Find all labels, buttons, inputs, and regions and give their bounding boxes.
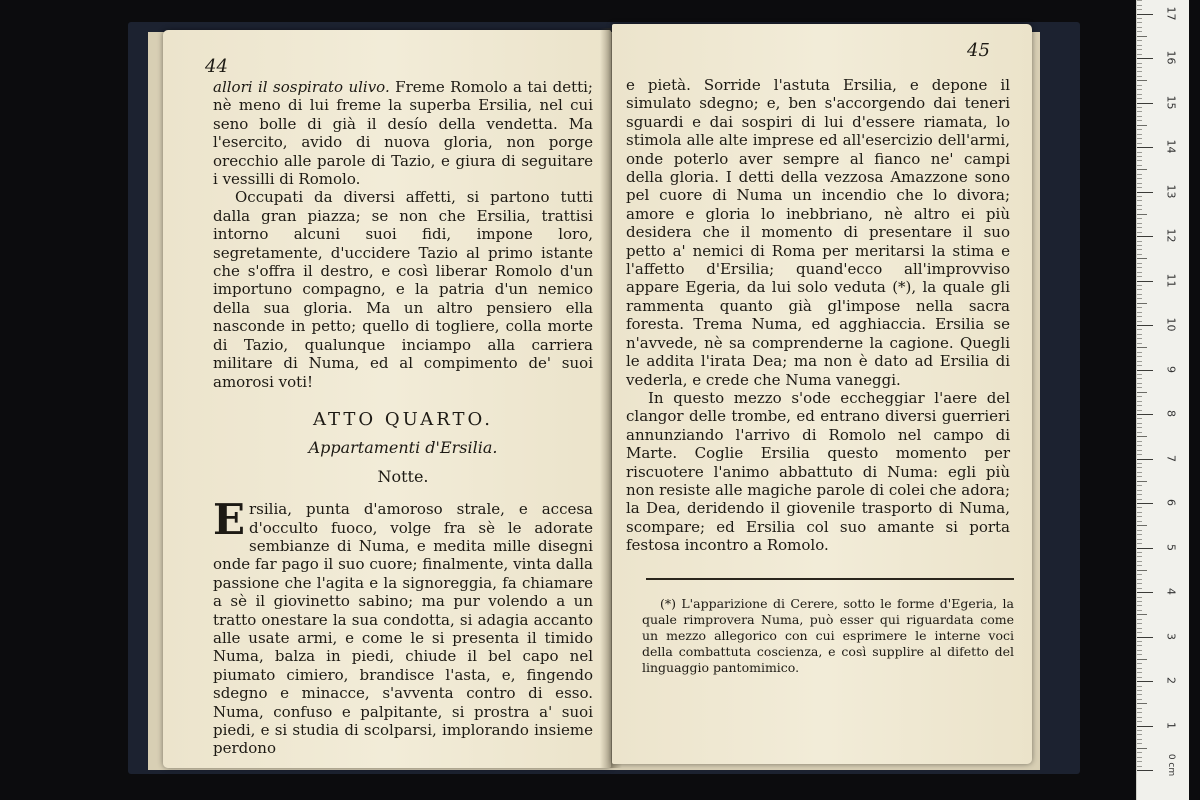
ruler-tick (1137, 254, 1142, 255)
ruler-tick (1137, 365, 1142, 366)
ruler-tick (1137, 396, 1142, 397)
ruler-tick (1137, 312, 1142, 313)
ruler-tick (1137, 152, 1142, 153)
ruler-tick (1137, 650, 1142, 651)
ruler-tick (1137, 628, 1142, 629)
ruler-tick (1137, 263, 1142, 264)
ruler-tick (1137, 294, 1142, 295)
ruler-label: 17 (1164, 6, 1178, 20)
ruler-label: 7 (1164, 454, 1178, 462)
ruler-tick (1137, 672, 1142, 673)
ruler-tick (1137, 708, 1142, 709)
ruler-label: 10 (1164, 317, 1178, 332)
ruler-label: 6 (1164, 499, 1178, 506)
ruler-label: 16 (1164, 50, 1178, 65)
ruler-tick (1137, 757, 1142, 758)
ruler-tick (1137, 579, 1142, 580)
ruler-label: 1 (1164, 721, 1178, 729)
ruler-tick (1137, 712, 1142, 713)
ruler-tick (1137, 432, 1142, 433)
ruler-tick (1137, 401, 1142, 402)
ruler-tick (1137, 103, 1153, 104)
ruler-tick (1137, 289, 1142, 290)
ruler-tick (1137, 645, 1142, 646)
ruler-tick (1137, 165, 1142, 166)
ruler-tick (1137, 116, 1142, 117)
ruler-tick (1137, 111, 1142, 112)
ruler-tick (1137, 490, 1142, 491)
ruler-tick (1137, 525, 1147, 526)
drop-cap: E (213, 495, 246, 545)
ruler-label: 2 (1164, 677, 1178, 684)
ruler-label: 15 (1164, 95, 1178, 109)
ruler-tick (1137, 405, 1142, 406)
ruler-tick (1137, 71, 1142, 72)
ruler-tick (1137, 129, 1142, 130)
ruler-tick (1137, 534, 1142, 535)
ruler-tick (1137, 174, 1142, 175)
ruler-tick (1137, 516, 1142, 517)
ruler-tick (1137, 766, 1142, 767)
ruler-tick (1137, 316, 1142, 317)
ruler-tick (1137, 721, 1142, 722)
ruler-tick (1137, 89, 1142, 90)
ruler-tick (1137, 374, 1142, 375)
ruler-tick (1137, 31, 1142, 32)
ruler-tick (1137, 249, 1142, 250)
ruler-tick (1137, 561, 1142, 562)
left-para1-lead: allori il sospirato ulivo. (213, 78, 390, 96)
ruler-tick (1137, 227, 1142, 228)
right-page (612, 24, 1032, 764)
ruler-tick (1137, 370, 1153, 371)
ruler-tick (1137, 245, 1142, 246)
ruler-tick (1137, 761, 1142, 762)
ruler-tick (1137, 36, 1147, 37)
scene-time: Notte. (377, 466, 429, 486)
ruler-tick (1137, 450, 1142, 451)
ruler-tick (1137, 169, 1147, 170)
ruler-tick (1137, 143, 1142, 144)
ruler-tick (1137, 410, 1142, 411)
ruler-tick (1137, 583, 1142, 584)
left-page-number: 44 (205, 56, 228, 77)
ruler-tick (1137, 98, 1142, 99)
ruler-tick (1137, 40, 1142, 41)
ruler-tick (1137, 703, 1147, 704)
ruler-label: 5 (1164, 543, 1178, 551)
ruler-tick (1137, 463, 1142, 464)
ruler-tick (1137, 726, 1153, 727)
ruler-tick (1137, 218, 1142, 219)
ruler-tick (1137, 681, 1153, 682)
ruler-tick (1137, 138, 1142, 139)
ruler-tick (1137, 654, 1142, 655)
ruler-tick (1137, 343, 1142, 344)
ruler-tick (1137, 156, 1142, 157)
ruler-tick (1137, 552, 1142, 553)
ruler-tick (1137, 641, 1142, 642)
ruler-tick (1137, 752, 1142, 753)
ruler-tick (1137, 241, 1142, 242)
ruler-tick (1137, 307, 1142, 308)
ruler-tick (1137, 467, 1142, 468)
ruler-tick (1137, 94, 1142, 95)
ruler-tick (1137, 556, 1142, 557)
ruler-tick (1137, 494, 1142, 495)
ruler-tick (1137, 22, 1142, 23)
ruler-tick (1137, 258, 1147, 259)
right-para2: In questo mezzo s'ode eccheggiar l'aere del clangor delle trombe, ed entrano diversi guerrieri annunziando l'arrivo di Romolo nel campo di Marte. Coglie Ersilia questo momento per riscuotere l'animo abbattuto di Numa: egli più non resiste alle magiche parole di colei che adora; la Dea, deridendo il giovenile trasporto di Numa, scompare; ed Ersilia col suo amante si porta festosa incontro a Romolo. (626, 388, 1010, 555)
ruler-tick (1137, 325, 1153, 326)
ruler-tick (1137, 76, 1142, 77)
ruler-tick (1137, 677, 1142, 678)
ruler-tick (1137, 605, 1142, 606)
ruler-tick (1137, 160, 1142, 161)
ruler-tick (1137, 592, 1153, 593)
scene-location: Appartamenti d'Ersilia. (308, 438, 498, 458)
ruler-tick (1137, 187, 1142, 188)
left-para3: rsilia, punta d'amoroso strale, e accesa d'occulto fuoco, volge fra sè le adorate sembianze di Numa, e medita mille disegni onde far pago il suo cuore; finalmente, vinta dalla passione che l'agita e la signoreggia, fa chiamare a sè il giovinetto sabino; ma pur volendo a un tratto onestare la sua condotta, si adagia accanto alle usate armi, e come le si presenta il timido Numa, balza in piedi, chiude il bel capo nel piumato cimiero, brandisce l'asta, e, fingendo sdegno e minacce, s'avventa contro di esso. Numa, confuso e palpitante, si prostra a' suoi piedi, e si studia di scolparsi, implorando insieme perdono (213, 500, 593, 758)
ruler-tick (1137, 570, 1147, 571)
ruler-tick (1137, 507, 1142, 508)
left-para2: Occupati da diversi affetti, si partono tutti dalla gran piazza; se non che Ersilia, trattisi intorno alcuni suoi fidi, impone loro, segretamente, d'uccidere Tazio al primo istante che s'offra il destro, e così liberar Romolo d'un importuno compagno, e la patria d'un nemico della sua gloria. Ma un altro pensiero ella nasconde in petto; quello di togliere, colla morte di Tazio, qualunque inciampo alla carriera militare di Numa, ed al compimento de' suoi amorosi voti! (213, 188, 593, 391)
ruler-tick (1137, 694, 1142, 695)
ruler-tick (1137, 739, 1142, 740)
ruler-tick (1137, 58, 1153, 59)
ruler-tick (1137, 196, 1142, 197)
ruler-tick (1137, 392, 1147, 393)
ruler-tick (1137, 63, 1142, 64)
ruler-tick (1137, 303, 1147, 304)
ruler-tick (1137, 80, 1147, 81)
ruler-tick (1137, 321, 1142, 322)
ruler-tick (1137, 748, 1147, 749)
right-para1: e pietà. Sorride l'astuta Ersilia, e depone il simulato sdegno; e, ben s'accorgendo dai teneri sguardi e dai sospiri di lui d'essere riamata, lo stimola alle alte imprese ed all'esercizio dell'armi, onde poterlo aver sempre al fianco ne' campi della gloria. I detti della vezzosa Amazzone sono pel cuore di Numa un incendio che lo divora; amore e gloria lo inebbriano, nè altro ei più desidera che il momento di presentare il suo petto a' nemici di Roma per meritarsi la stima e l'affetto d'Ersilia; quand'ecco all'improvviso appare Egeria, da lui solo veduta (*), la quale gli rammenta quanto già gl'impose nella sacra foresta. Trema Numa, ed agghiaccia. Ersilia se n'avvede, nè sa comprenderne la cagione. Quegli le addita l'irata Dea; ma non è dato ad Ersilia di vederla, e crede che Numa vaneggi. (626, 76, 1010, 389)
ruler-label: 14 (1164, 139, 1178, 154)
ruler-tick (1137, 85, 1142, 86)
ruler-tick (1137, 539, 1142, 540)
ruler-tick (1137, 686, 1142, 687)
ruler-tick (1137, 361, 1142, 362)
ruler-label: 8 (1164, 410, 1178, 417)
ruler-tick (1137, 485, 1142, 486)
ruler-tick (1137, 352, 1142, 353)
ruler-tick (1137, 414, 1153, 415)
ruler-tick (1137, 378, 1142, 379)
ruler-tick (1137, 49, 1142, 50)
ruler-tick (1137, 597, 1142, 598)
ruler-tick (1137, 125, 1147, 126)
left-page (163, 30, 611, 768)
ruler-tick (1137, 472, 1142, 473)
ruler-tick (1137, 481, 1147, 482)
ruler-label: 0 cm (1166, 753, 1176, 777)
ruler-tick (1137, 476, 1142, 477)
ruler-tick (1137, 436, 1147, 437)
ruler-tick (1137, 601, 1142, 602)
ruler-tick (1137, 730, 1142, 731)
ruler-tick (1137, 347, 1147, 348)
ruler-tick (1137, 690, 1142, 691)
ruler-tick (1137, 0, 1142, 1)
ruler-tick (1137, 387, 1142, 388)
ruler-tick (1137, 623, 1142, 624)
ruler-label: 12 (1164, 228, 1178, 243)
ruler-label: 13 (1164, 184, 1178, 198)
ruler-tick (1137, 427, 1142, 428)
ruler-tick (1137, 267, 1142, 268)
ruler-tick (1137, 209, 1142, 210)
ruler-tick (1137, 272, 1142, 273)
ruler-tick (1137, 441, 1142, 442)
ruler-tick (1137, 107, 1142, 108)
ruler-tick (1137, 770, 1153, 771)
left-para1: Freme Romolo a tai detti; nè meno di lui freme la superba Ersilia, nel cui seno bolle di già il desío della vendetta. Ma l'esercito, avido di nuova gloria, non porge orecchio alle parole di Tazio, e giura di seguitare i vessilli di Romolo. (213, 78, 593, 189)
ruler-tick (1137, 717, 1142, 718)
ruler-tick (1137, 183, 1142, 184)
ruler-tick (1137, 512, 1142, 513)
ruler-tick (1137, 418, 1142, 419)
ruler-tick (1137, 637, 1153, 638)
ruler-label: 3 (1164, 632, 1178, 640)
ruler-tick (1137, 614, 1147, 615)
ruler-tick (1137, 178, 1142, 179)
ruler-tick (1137, 67, 1142, 68)
ruler-tick (1137, 499, 1142, 500)
footnote-text: (*) L'apparizione di Cerere, sotto le forme d'Egeria, la quale rimprovera Numa, può esser qui riguardata come un mezzo allegorico con cui esprimere le interne voci della combattuta coscienza, e così supplire al difetto del linguaggio pantomimico. (642, 596, 1014, 675)
measuring-ruler (1136, 0, 1189, 800)
ruler-tick (1137, 548, 1153, 549)
ruler-tick (1137, 423, 1142, 424)
ruler-tick (1137, 9, 1142, 10)
ruler-tick (1137, 236, 1153, 237)
ruler-tick (1137, 281, 1153, 282)
ruler-tick (1137, 543, 1142, 544)
ruler-tick (1137, 632, 1142, 633)
ruler-tick (1137, 383, 1142, 384)
ruler-tick (1137, 329, 1142, 330)
ruler-tick (1137, 659, 1147, 660)
ruler-label: 4 (1164, 588, 1178, 595)
ruler-tick (1137, 192, 1153, 193)
ruler-tick (1137, 214, 1147, 215)
ruler-tick (1137, 668, 1142, 669)
ruler-tick (1137, 334, 1142, 335)
right-page-number: 45 (967, 40, 990, 61)
ruler-tick (1137, 276, 1142, 277)
act-title: ATTO QUARTO. (313, 408, 493, 430)
ruler-label: 9 (1164, 365, 1178, 373)
ruler-tick (1137, 610, 1142, 611)
left-page-body (213, 78, 593, 758)
ruler-tick (1137, 5, 1142, 6)
ruler-tick (1137, 574, 1142, 575)
ruler-tick (1137, 18, 1142, 19)
ruler-tick (1137, 734, 1142, 735)
ruler-tick (1137, 743, 1142, 744)
ruler-tick (1137, 205, 1142, 206)
ruler-tick (1137, 285, 1142, 286)
footnote (642, 596, 1014, 676)
ruler-tick (1137, 699, 1142, 700)
ruler-tick (1137, 530, 1142, 531)
ruler-tick (1137, 54, 1142, 55)
ruler-tick (1137, 503, 1153, 504)
ruler-tick (1137, 120, 1142, 121)
right-page-body (626, 76, 1010, 555)
ruler-tick (1137, 298, 1142, 299)
ruler-tick (1137, 663, 1142, 664)
ruler-tick (1137, 14, 1153, 15)
ruler-tick (1137, 147, 1153, 148)
ruler-tick (1137, 588, 1142, 589)
ruler-tick (1137, 232, 1142, 233)
ruler-tick (1137, 223, 1142, 224)
ruler-tick (1137, 565, 1142, 566)
footnote-rule (646, 578, 1014, 580)
ruler-tick (1137, 356, 1142, 357)
ruler-tick (1137, 200, 1142, 201)
ruler-tick (1137, 521, 1142, 522)
ruler-tick (1137, 338, 1142, 339)
ruler-tick (1137, 619, 1142, 620)
ruler-tick (1137, 459, 1153, 460)
ruler-tick (1137, 454, 1142, 455)
ruler-tick (1137, 45, 1142, 46)
ruler-label: 11 (1164, 273, 1178, 287)
ruler-tick (1137, 445, 1142, 446)
ruler-tick (1137, 27, 1142, 28)
ruler-tick (1137, 134, 1142, 135)
